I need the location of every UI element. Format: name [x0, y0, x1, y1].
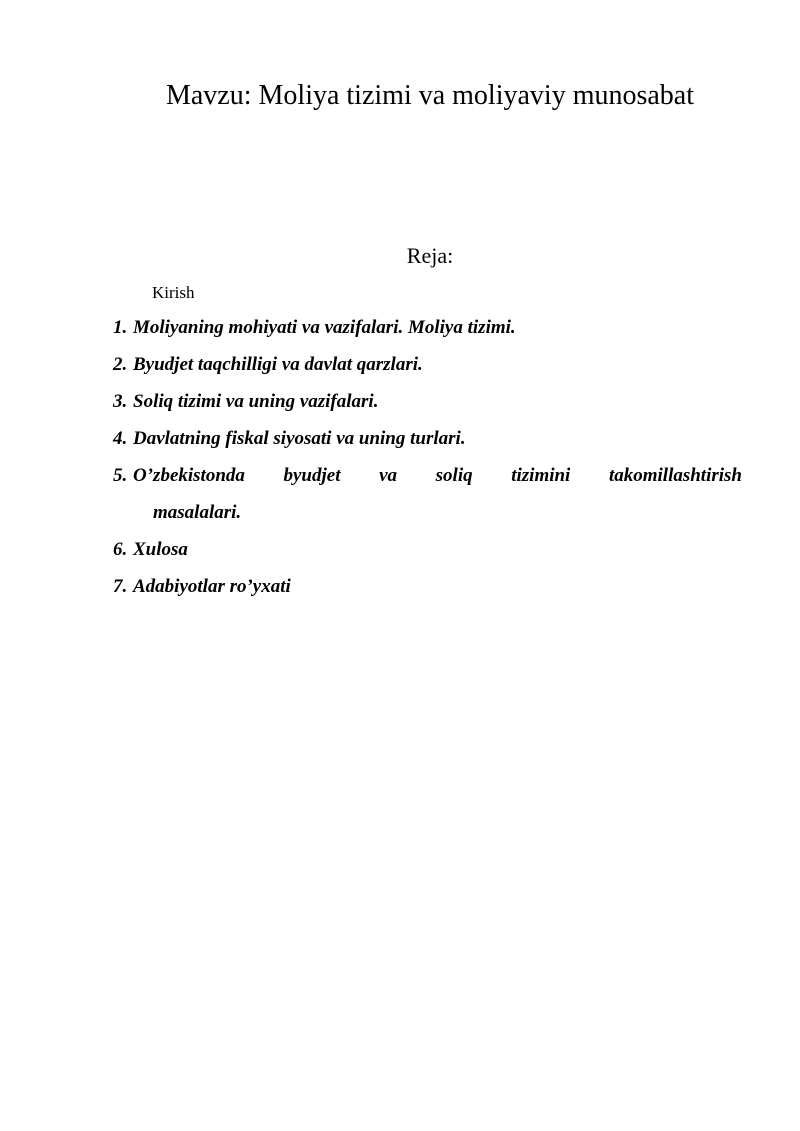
plan-list-item-7 — [113, 568, 742, 605]
plan-list-item-2 — [113, 346, 742, 383]
plan-list — [113, 309, 742, 605]
intro-item: Kirish — [152, 283, 195, 302]
item-number: 2. — [113, 354, 128, 375]
plan-list-item-4 — [113, 420, 742, 457]
item-text: Moliyaning mohiyati va vazifalari. Moliya tizimi. — [133, 317, 516, 338]
plan-list-item-6 — [113, 531, 742, 568]
item-number: 1. — [113, 317, 128, 338]
plan-heading: Reja: — [406, 243, 454, 268]
item-number: 4. — [113, 428, 128, 449]
item-text: Soliq tizimi va uning vazifalari. — [133, 391, 379, 412]
item-number: 7. — [113, 576, 128, 597]
plan-list-item-1 — [113, 309, 742, 346]
item-number: 3. — [113, 391, 128, 412]
item-text: Adabiyotlar ro’yxati — [133, 576, 291, 597]
item-text: Davlatning fiskal siyosati va uning turlari. — [133, 428, 466, 449]
item-text: Byudjet taqchilligi va davlat qarzlari. — [133, 354, 423, 375]
document-title: Mavzu: Moliya tizimi va moliyaviy munosabat — [165, 80, 695, 111]
item-number: 5. — [113, 465, 128, 486]
item-text-continuation: masalalari. — [153, 502, 242, 523]
item-number: 6. — [113, 539, 128, 560]
item-text: Xulosa — [133, 539, 188, 560]
item-text: O’zbekistonda byudjet va soliq tizimini takomillashtirish — [133, 465, 742, 486]
plan-list-item-5 — [113, 457, 742, 531]
plan-list-item-3 — [113, 383, 742, 420]
